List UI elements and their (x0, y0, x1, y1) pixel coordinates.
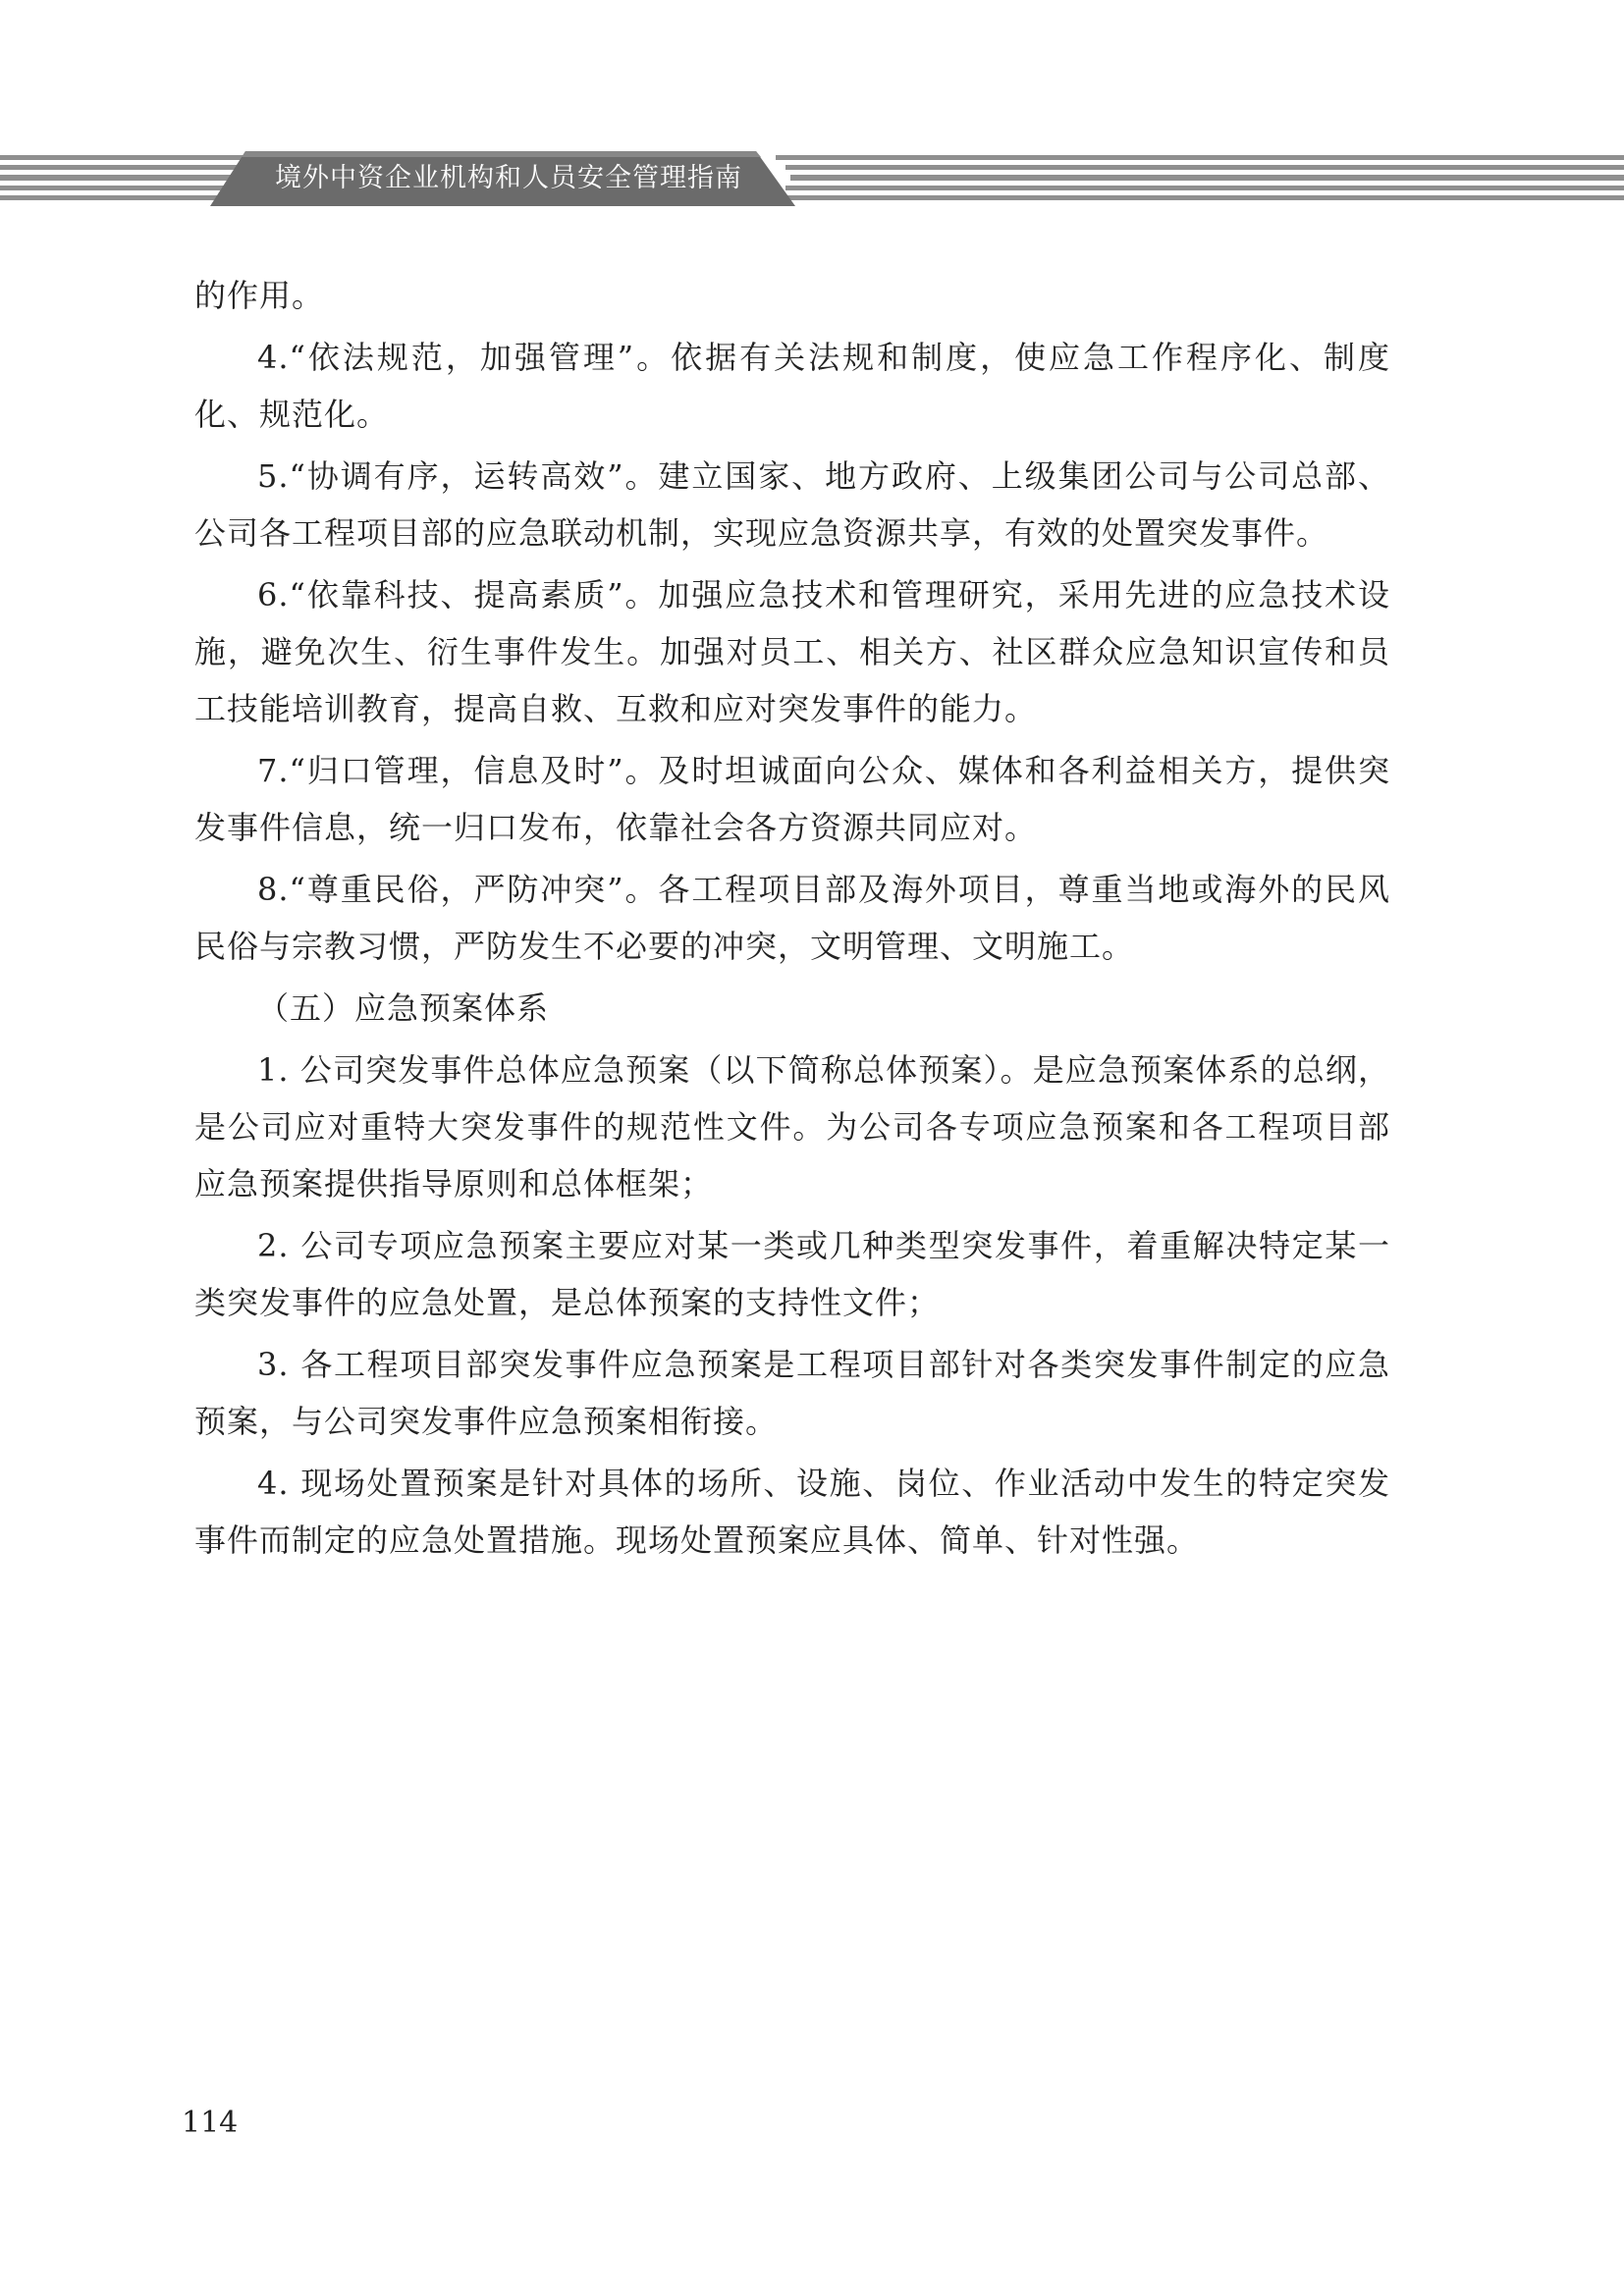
header-stripes-graphic (0, 147, 1624, 210)
paragraph: 6.“依靠科技、提高素质”。加强应急技术和管理研究，采用先进的应急技术设施，避免次生、衍生事件发生。加强对员工、相关方、社区群众应急知识宣传和员工技能培训教育，提高自救、互救和应对突发事件的能力。 (194, 576, 1390, 727)
paragraph: 4. 现场处置预案是针对具体的场所、设施、岗位、作业活动中发生的特定突发事件而制定的应急处置措施。现场处置预案应具体、简单、针对性强。 (194, 1465, 1390, 1559)
paragraph: 8.“尊重民俗，严防冲突”。各工程项目部及海外项目，尊重当地或海外的民风民俗与宗教习惯，严防发生不必要的冲突，文明管理、文明施工。 (194, 871, 1390, 965)
paragraph: 7.“归口管理，信息及时”。及时坦诚面向公众、媒体和各利益相关方，提供突发事件信息，统一归口发布，依靠社会各方资源共同应对。 (194, 752, 1390, 846)
paragraph: 3. 各工程项目部突发事件应急预案是工程项目部针对各类突发事件制定的应急预案，与公司突发事件应急预案相衔接。 (194, 1346, 1390, 1440)
running-header (0, 147, 1624, 210)
header-title: 境外中资企业机构和人员安全管理指南 (275, 163, 742, 193)
section-heading: （五）应急预案体系 (257, 989, 550, 1027)
paragraph: 4.“依法规范，加强管理”。依据有关法规和制度，使应急工作程序化、制度化、规范化。 (194, 339, 1390, 433)
paragraph: 1. 公司突发事件总体应急预案（以下简称总体预案）。是应急预案体系的总纲，是公司应对重特大突发事件的规范性文件。为公司各专项应急预案和各工程项目部应急预案提供指导原则和总体框架； (194, 1051, 1390, 1202)
paragraph: 5.“协调有序，运转高效”。建立国家、地方政府、上级集团公司与公司总部、公司各工程项目部的应急联动机制，实现应急资源共享，有效的处置突发事件。 (194, 457, 1390, 552)
paragraph: 2. 公司专项应急预案主要应对某一类或几种类型突发事件，着重解决特定某一类突发事件的应急处置，是总体预案的支持性文件； (194, 1227, 1390, 1321)
page-number: 114 (182, 2106, 239, 2140)
body-text (194, 267, 1390, 1574)
paragraph: 的作用。 (194, 277, 325, 314)
